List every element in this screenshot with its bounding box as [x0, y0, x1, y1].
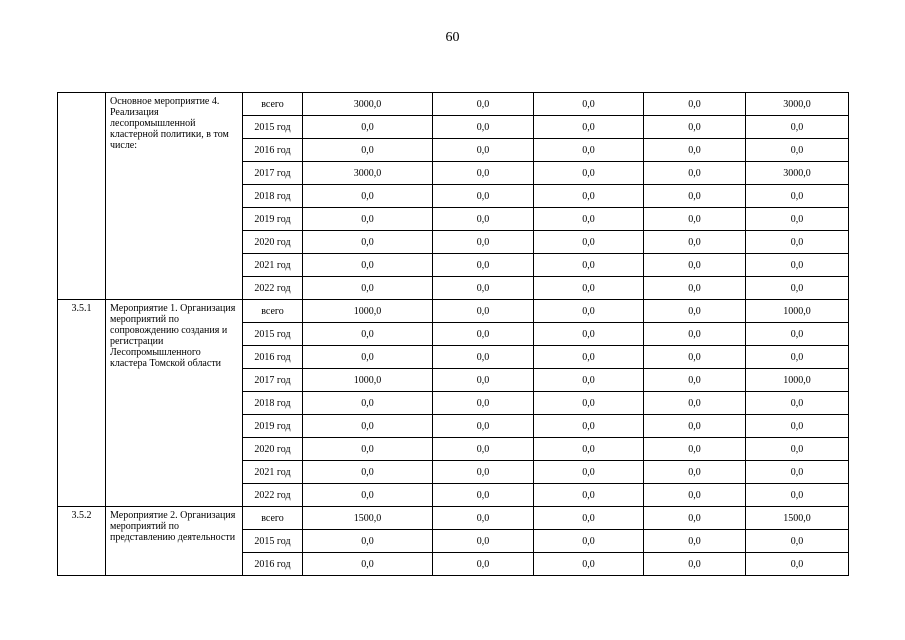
value-col-2: 0,0: [433, 392, 534, 415]
year-cell: 2019 год: [243, 208, 303, 231]
value-col-3: 0,0: [534, 438, 644, 461]
value-col-4: 0,0: [644, 208, 746, 231]
value-col-5: 0,0: [746, 277, 849, 300]
value-col-1: 0,0: [303, 392, 433, 415]
value-col-1: 0,0: [303, 461, 433, 484]
value-col-1: 0,0: [303, 231, 433, 254]
value-col-4: 0,0: [644, 162, 746, 185]
value-col-5: 1000,0: [746, 300, 849, 323]
value-col-3: 0,0: [534, 553, 644, 576]
value-col-3: 0,0: [534, 139, 644, 162]
value-col-4: 0,0: [644, 116, 746, 139]
value-col-2: 0,0: [433, 484, 534, 507]
value-col-3: 0,0: [534, 254, 644, 277]
value-col-4: 0,0: [644, 93, 746, 116]
value-col-2: 0,0: [433, 277, 534, 300]
value-col-2: 0,0: [433, 231, 534, 254]
value-col-4: 0,0: [644, 277, 746, 300]
year-cell: 2020 год: [243, 231, 303, 254]
value-col-2: 0,0: [433, 162, 534, 185]
year-cell: всего: [243, 300, 303, 323]
value-col-5: 0,0: [746, 208, 849, 231]
year-cell: 2015 год: [243, 116, 303, 139]
value-col-1: 0,0: [303, 346, 433, 369]
value-col-4: 0,0: [644, 553, 746, 576]
value-col-2: 0,0: [433, 139, 534, 162]
year-cell: всего: [243, 507, 303, 530]
year-cell: 2022 год: [243, 277, 303, 300]
value-col-3: 0,0: [534, 323, 644, 346]
year-cell: 2017 год: [243, 162, 303, 185]
value-col-4: 0,0: [644, 507, 746, 530]
value-col-5: 0,0: [746, 392, 849, 415]
section-number: [58, 93, 106, 300]
year-cell: 2021 год: [243, 461, 303, 484]
year-cell: 2020 год: [243, 438, 303, 461]
value-col-1: 0,0: [303, 185, 433, 208]
table-row: [58, 507, 849, 530]
section-number: 3.5.1: [58, 300, 106, 507]
value-col-2: 0,0: [433, 461, 534, 484]
value-col-5: 0,0: [746, 231, 849, 254]
year-cell: 2022 год: [243, 484, 303, 507]
value-col-2: 0,0: [433, 254, 534, 277]
value-col-2: 0,0: [433, 185, 534, 208]
value-col-4: 0,0: [644, 139, 746, 162]
value-col-4: 0,0: [644, 254, 746, 277]
year-cell: 2016 год: [243, 553, 303, 576]
value-col-5: 3000,0: [746, 93, 849, 116]
value-col-4: 0,0: [644, 346, 746, 369]
table-body: [58, 93, 849, 576]
value-col-2: 0,0: [433, 323, 534, 346]
value-col-3: 0,0: [534, 277, 644, 300]
value-col-5: 0,0: [746, 530, 849, 553]
value-col-5: 3000,0: [746, 162, 849, 185]
value-col-4: 0,0: [644, 231, 746, 254]
value-col-3: 0,0: [534, 415, 644, 438]
value-col-5: 0,0: [746, 438, 849, 461]
value-col-1: 0,0: [303, 530, 433, 553]
value-col-3: 0,0: [534, 346, 644, 369]
value-col-5: 0,0: [746, 254, 849, 277]
page-number: 60: [445, 30, 460, 45]
value-col-3: 0,0: [534, 461, 644, 484]
value-col-2: 0,0: [433, 507, 534, 530]
value-col-1: 0,0: [303, 139, 433, 162]
year-cell: 2017 год: [243, 369, 303, 392]
value-col-3: 0,0: [534, 369, 644, 392]
value-col-5: 1500,0: [746, 507, 849, 530]
value-col-2: 0,0: [433, 369, 534, 392]
value-col-2: 0,0: [433, 438, 534, 461]
section-title: Мероприятие 2. Организация мероприятий по представлению деятельности: [106, 507, 243, 576]
value-col-1: 1000,0: [303, 300, 433, 323]
value-col-1: 3000,0: [303, 93, 433, 116]
year-cell: 2015 год: [243, 323, 303, 346]
value-col-4: 0,0: [644, 415, 746, 438]
value-col-2: 0,0: [433, 530, 534, 553]
year-cell: всего: [243, 93, 303, 116]
value-col-4: 0,0: [644, 369, 746, 392]
value-col-4: 0,0: [644, 185, 746, 208]
section-title: Мероприятие 1. Организация мероприятий по сопровождению создания и регистрации Лесопромышленного кластера Томской области: [106, 300, 243, 507]
value-col-1: 0,0: [303, 277, 433, 300]
year-cell: 2016 год: [243, 139, 303, 162]
value-col-5: 0,0: [746, 185, 849, 208]
value-col-3: 0,0: [534, 185, 644, 208]
value-col-4: 0,0: [644, 484, 746, 507]
table-row: [58, 93, 849, 116]
value-col-2: 0,0: [433, 116, 534, 139]
value-col-4: 0,0: [644, 323, 746, 346]
value-col-1: 1000,0: [303, 369, 433, 392]
budget-table: [57, 92, 849, 576]
value-col-5: 0,0: [746, 461, 849, 484]
value-col-3: 0,0: [534, 507, 644, 530]
year-cell: 2018 год: [243, 392, 303, 415]
value-col-5: 0,0: [746, 346, 849, 369]
value-col-1: 0,0: [303, 116, 433, 139]
table-row: [58, 300, 849, 323]
value-col-4: 0,0: [644, 530, 746, 553]
value-col-3: 0,0: [534, 231, 644, 254]
value-col-1: 0,0: [303, 484, 433, 507]
year-cell: 2018 год: [243, 185, 303, 208]
value-col-3: 0,0: [534, 116, 644, 139]
value-col-5: 1000,0: [746, 369, 849, 392]
value-col-4: 0,0: [644, 461, 746, 484]
value-col-2: 0,0: [433, 415, 534, 438]
value-col-4: 0,0: [644, 392, 746, 415]
year-cell: 2015 год: [243, 530, 303, 553]
year-cell: 2016 год: [243, 346, 303, 369]
value-col-5: 0,0: [746, 323, 849, 346]
value-col-3: 0,0: [534, 162, 644, 185]
value-col-1: 0,0: [303, 254, 433, 277]
value-col-2: 0,0: [433, 553, 534, 576]
value-col-1: 3000,0: [303, 162, 433, 185]
year-cell: 2019 год: [243, 415, 303, 438]
value-col-5: 0,0: [746, 415, 849, 438]
value-col-3: 0,0: [534, 300, 644, 323]
value-col-5: 0,0: [746, 553, 849, 576]
value-col-5: 0,0: [746, 116, 849, 139]
value-col-2: 0,0: [433, 208, 534, 231]
value-col-1: 0,0: [303, 323, 433, 346]
value-col-1: 0,0: [303, 415, 433, 438]
value-col-5: 0,0: [746, 139, 849, 162]
section-number: 3.5.2: [58, 507, 106, 576]
value-col-3: 0,0: [534, 93, 644, 116]
section-title: Основное мероприятие 4. Реализация лесопромышленной кластерной политики, в том числе:: [106, 93, 243, 300]
value-col-4: 0,0: [644, 300, 746, 323]
year-cell: 2021 год: [243, 254, 303, 277]
value-col-3: 0,0: [534, 208, 644, 231]
value-col-1: 0,0: [303, 438, 433, 461]
value-col-1: 1500,0: [303, 507, 433, 530]
value-col-4: 0,0: [644, 438, 746, 461]
value-col-3: 0,0: [534, 484, 644, 507]
value-col-1: 0,0: [303, 208, 433, 231]
value-col-3: 0,0: [534, 530, 644, 553]
value-col-2: 0,0: [433, 346, 534, 369]
value-col-3: 0,0: [534, 392, 644, 415]
value-col-2: 0,0: [433, 93, 534, 116]
value-col-2: 0,0: [433, 300, 534, 323]
value-col-1: 0,0: [303, 553, 433, 576]
value-col-5: 0,0: [746, 484, 849, 507]
